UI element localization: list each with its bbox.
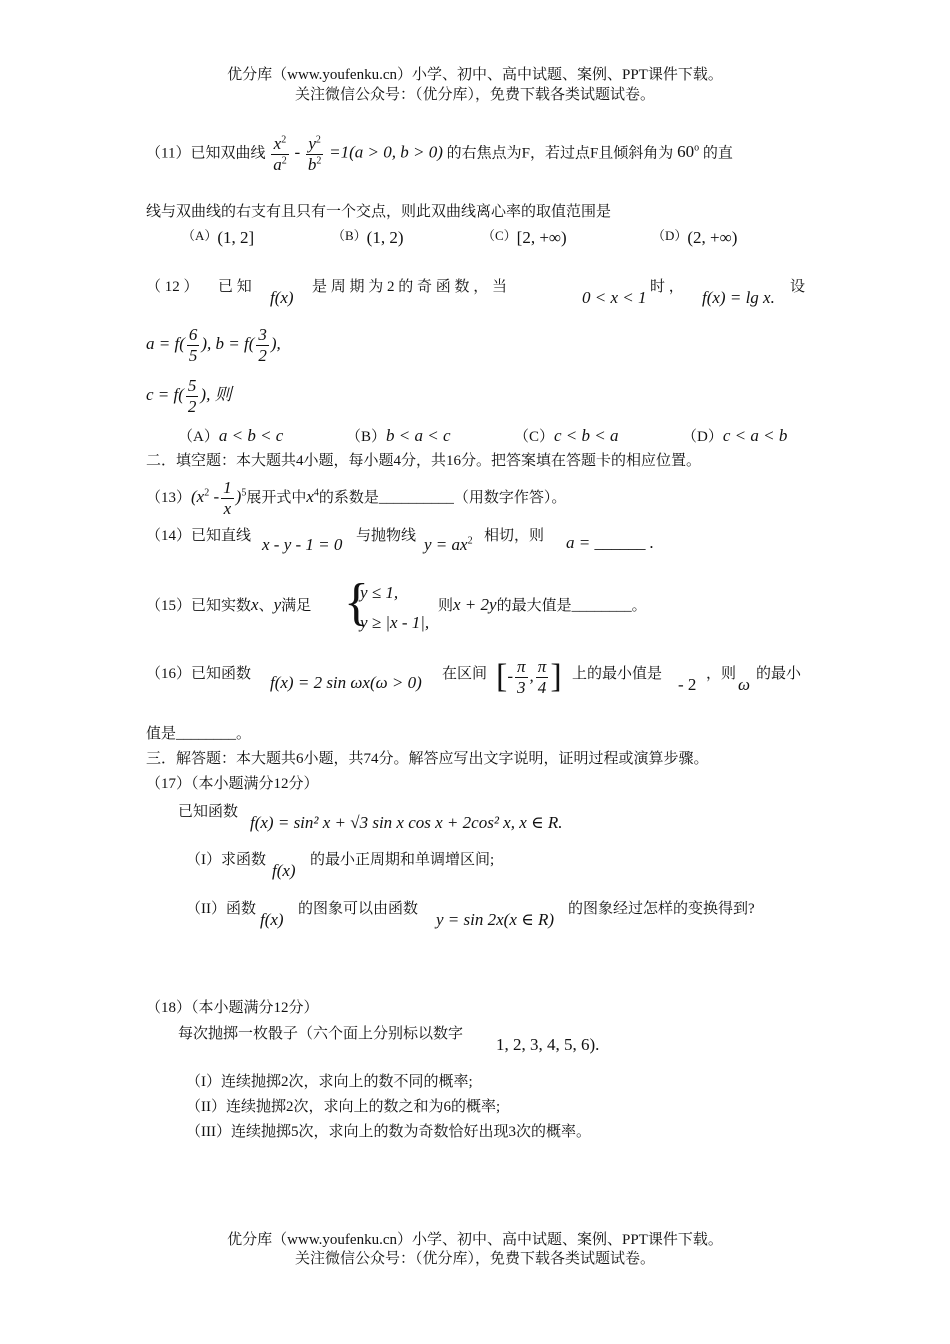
q13-num: 1 — [223, 478, 232, 497]
q11-option-b-value: (1, 2) — [366, 228, 404, 247]
q12-word-1: 已 知 — [218, 279, 252, 295]
q16-fraction-1 — [515, 657, 528, 697]
q12-option-d-label: （D） — [682, 429, 723, 445]
q17-part-1-text: 的最小正周期和单调增区间; — [310, 852, 495, 868]
q12-a-prefix: a = f( — [146, 333, 185, 353]
q16-fraction-2 — [536, 657, 549, 697]
q11-option-d-label: （D） — [652, 228, 688, 243]
q11-option-b — [332, 228, 404, 248]
header-line-2: 关注微信公众号：（优分库），免费下载各类试题试卷。 — [294, 87, 655, 103]
q13-expr-open: (x — [191, 486, 205, 506]
q11-option-a-label: （A） — [182, 228, 218, 243]
q11-angle — [677, 142, 699, 161]
q12-option-d — [682, 426, 787, 446]
q16-text-3: ，则 — [706, 666, 737, 682]
q11-option-b-label: （B） — [332, 228, 367, 243]
q11-option-c — [482, 228, 567, 248]
q13-power: 5 — [241, 487, 247, 499]
q12-option-a-label: （A） — [178, 429, 219, 445]
q16-text-1: 在区间 — [442, 666, 488, 682]
q12-option-a — [178, 426, 283, 446]
q15-tail — [438, 595, 647, 615]
q16-minus: - — [507, 666, 513, 686]
q15-text-3: 的最大值是________。 — [496, 598, 647, 614]
footer-line-2: 关注微信公众号：（优分库），免费下载各类试题试卷。 — [294, 1251, 655, 1267]
q16-min-value: - 2 — [678, 675, 697, 694]
q11-fraction-y-over-b: $\frac{y^2}{b^2}$ — [307, 134, 322, 174]
q13-x4 — [306, 487, 319, 506]
q11-option-a-value: (1, 2] — [217, 228, 255, 247]
q15-var-x: x — [251, 595, 259, 614]
q11-f1-num: x — [273, 134, 282, 153]
q17-part-2-fx: f(x) — [260, 910, 284, 929]
q13-minus: - — [213, 486, 220, 506]
q12-ab-definition — [146, 325, 281, 365]
q17-header: （17）（本小题满分12分） — [146, 776, 319, 792]
q18-part-1: （I）连续抛掷2次，求向上的数不同的概率; — [186, 1074, 473, 1090]
q17-part-1-label: （I）求函数 — [186, 852, 266, 868]
q17-part-2-text-2: 的图象经过怎样的变换得到? — [568, 901, 755, 917]
q18-numbers: 1, 2, 3, 4, 5, 6). — [496, 1035, 600, 1054]
q11-option-c-label: （C） — [482, 228, 517, 243]
q11-label: （11）已知双曲线 — [146, 145, 266, 162]
q12-option-d-value: c < a < b — [722, 426, 788, 445]
q13-text-1: 展开式中 — [246, 489, 307, 506]
q12-b-suffix: ), — [270, 333, 281, 353]
q13-x4-power: 4 — [313, 487, 319, 499]
q11-option-c-value: [2, +∞) — [516, 228, 567, 247]
q13-fraction — [221, 478, 234, 518]
q12-option-b — [346, 426, 451, 446]
q13-expr-close: ) — [235, 486, 242, 506]
q15-system-brace: { — [344, 574, 369, 631]
q12-c-suffix: ), 则 — [200, 384, 232, 404]
q11-option-d — [652, 228, 737, 248]
q12-word-2: 是 周 期 为 2 的 奇 函 数 ， 当 — [312, 279, 508, 295]
q12-b-num: 3 — [258, 325, 267, 344]
q11-fraction-x-over-a: $\frac{x^2}{a^2}$ — [273, 134, 287, 174]
question-15 — [146, 595, 311, 615]
q13-text-2: 的系数是__________（用数字作答）。 — [318, 489, 567, 506]
q12-a-fraction — [187, 325, 200, 365]
q13-den: x — [223, 498, 232, 518]
q11-minus: - — [294, 142, 301, 162]
q14-text-2: 相切，则 — [484, 528, 545, 544]
q14-answer-blank: a = ______ . — [566, 533, 654, 552]
q12-a-num: 6 — [188, 325, 198, 344]
q18-part-3: （III）连续抛掷5次，求向上的数为奇数恰好出现3次的概率。 — [186, 1124, 591, 1140]
q12-fx: f(x) — [270, 288, 294, 307]
q16-line-2: 值是________。 — [146, 726, 252, 742]
q18-part-2: （II）连续抛掷2次，求向上的数之和为6的概率; — [186, 1099, 501, 1115]
q16-num-2: π — [537, 657, 547, 677]
q15-var-y: y — [273, 595, 282, 614]
q16-label: （16）已知函数 — [146, 666, 252, 682]
q16-comma: , — [529, 666, 534, 686]
q12-word-3: 时 ， — [650, 279, 684, 295]
q11-angle-value: 60 — [677, 142, 695, 162]
q17-function: f(x) = sin² x + √3 sin x cos x + 2cos² x, x ∈ R. — [250, 813, 563, 832]
q12-c-prefix: c = f( — [146, 384, 184, 404]
q15-text-2: 则 — [438, 598, 454, 614]
q16-den-1: 3 — [517, 677, 526, 697]
q11-option-d-value: (2, +∞) — [687, 228, 738, 247]
q11-text-1: 的右焦点为F，若过点F且倾斜角为 — [446, 145, 674, 162]
q18-intro: 每次抛掷一枚骰子（六个面上分别标以数字 — [178, 1026, 464, 1042]
q12-c-den: 2 — [187, 396, 197, 416]
q14-text-1: 与抛物线 — [356, 528, 417, 544]
q11-f1-den: a — [273, 154, 282, 174]
q11-f2-den: b — [307, 154, 317, 174]
q17-part-1-fx: f(x) — [272, 861, 296, 880]
q14-parabola-power: 2 — [467, 535, 473, 547]
q17-part-2-label: （II）函数 — [186, 901, 256, 917]
q17-part-2-text-1: 的图象可以由函数 — [298, 901, 419, 917]
q12-option-a-value: a < b < c — [218, 426, 284, 445]
q13-expr-square: 2 — [204, 487, 210, 499]
q16-function: f(x) = 2 sin ωx(ω > 0) — [270, 673, 422, 692]
q14-parabola-base: y = ax — [424, 535, 468, 554]
q14-parabola — [424, 535, 473, 555]
q18-header: （18）（本小题满分12分） — [146, 1000, 319, 1016]
q12-option-b-value: b < a < c — [386, 426, 451, 445]
section-3-heading: 三．解答题：本大题共6小题，共74分。解答应写出文字说明，证明过程或演算步骤。 — [146, 751, 709, 767]
q13-expression — [191, 478, 247, 518]
q16-interval: [- $\frac{\pi}{3}$ , $\frac{\pi}{4}$ ] — [496, 657, 562, 697]
q17-intro: 已知函数 — [178, 804, 239, 820]
q12-b-den: 2 — [258, 345, 267, 365]
q12-option-b-label: （B） — [346, 429, 387, 445]
q11-condition: =1(a > 0, b > 0) — [329, 142, 443, 162]
q11-f2-num: y — [308, 134, 316, 153]
q12-word-4: 设 — [790, 279, 806, 295]
q12-c-fraction — [186, 376, 199, 416]
q12-number: （ 12 ） — [146, 279, 199, 295]
q16-omega: ω — [738, 675, 751, 694]
q16-text-2: 上的最小值是 — [572, 666, 663, 682]
q15-target: x + 2y — [453, 595, 497, 614]
q16-num-1: π — [517, 657, 526, 677]
q12-b-prefix: ), b = f( — [201, 333, 255, 353]
q15-text-1: 满足 — [281, 598, 312, 614]
section-2-heading: 二．填空题：本大题共4小题，每小题4分，共16分。把答案填在答题卡的相应位置。 — [146, 453, 702, 469]
q12-a-den: 5 — [188, 345, 198, 365]
question-11-line-1 — [146, 134, 733, 174]
q12-c-definition — [146, 376, 232, 416]
q16-den-2: 4 — [537, 677, 547, 697]
q12-option-c-value: c < b < a — [554, 426, 619, 445]
q12-option-c — [514, 426, 619, 446]
q13-label: （13） — [146, 489, 192, 506]
q14-line-equation: x - y - 1 = 0 — [262, 535, 343, 554]
q12-c-num: 5 — [187, 376, 197, 395]
q15-label: （15）已知实数 — [146, 598, 252, 614]
question-13 — [146, 478, 566, 518]
q11-text-2: 的直 — [702, 145, 733, 162]
question-11-line-2: 线与双曲线的右支有且只有一个交点，则此双曲线离心率的取值范围是 — [146, 204, 612, 220]
q15-separator: 、 — [258, 598, 274, 614]
q12-condition: 0 < x < 1 — [582, 288, 647, 307]
q12-definition: f(x) = lg x. — [702, 288, 775, 307]
q15-constraint-1: y ≤ 1, — [360, 583, 399, 602]
q11-option-a — [182, 228, 254, 248]
q14-label: （14）已知直线 — [146, 528, 252, 544]
q12-option-c-label: （C） — [514, 429, 555, 445]
q17-part-2-function: y = sin 2x(x ∈ R) — [436, 910, 554, 929]
footer-line-1: 优分库（www.youfenku.cn）小学、初中、高中试题、案例、PPT课件下载。 — [227, 1232, 723, 1248]
q16-text-4: 的最小 — [756, 666, 802, 682]
q11-angle-degree: o — [694, 142, 700, 154]
q13-x4-base: x — [306, 486, 314, 506]
q15-constraint-2: y ≥ |x - 1|, — [360, 613, 430, 632]
q12-b-fraction — [256, 325, 269, 365]
header-line-1: 优分库（www.youfenku.cn）小学、初中、高中试题、案例、PPT课件下载。 — [227, 67, 723, 83]
